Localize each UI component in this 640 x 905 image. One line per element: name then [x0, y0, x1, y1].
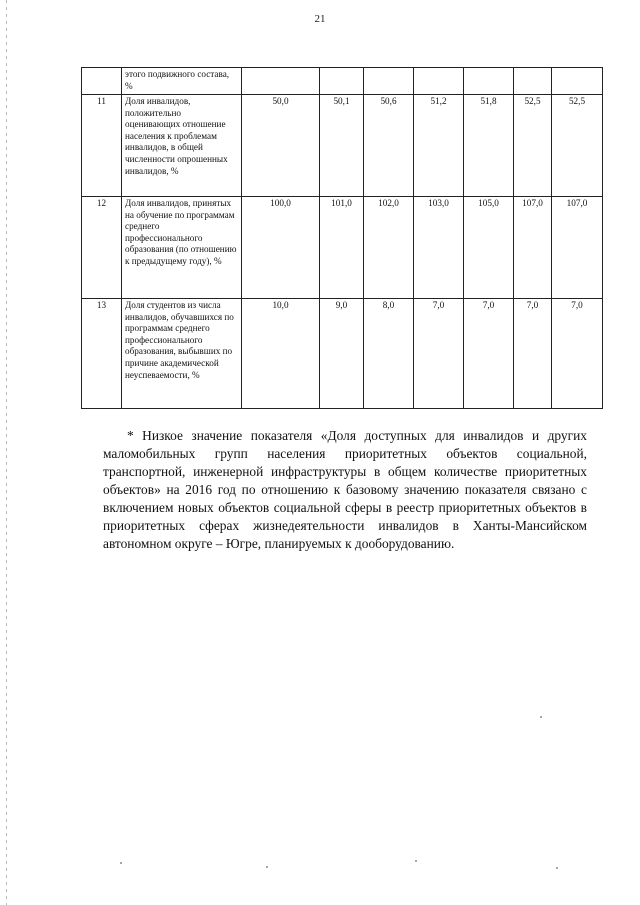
table-row — [82, 68, 603, 95]
scan-speck — [266, 866, 268, 868]
indicator-value: 51,8 — [464, 95, 514, 197]
row-number: 12 — [82, 197, 122, 299]
indicator-value — [414, 68, 464, 95]
indicator-value: 51,2 — [414, 95, 464, 197]
indicators-table — [81, 67, 603, 409]
row-number: 11 — [82, 95, 122, 197]
indicator-value: 50,0 — [242, 95, 320, 197]
indicator-value: 52,5 — [514, 95, 552, 197]
indicator-value: 107,0 — [552, 197, 603, 299]
indicator-value: 50,1 — [320, 95, 364, 197]
indicator-value: 50,6 — [364, 95, 414, 197]
indicator-value — [514, 68, 552, 95]
indicator-value: 107,0 — [514, 197, 552, 299]
indicator-value — [552, 68, 603, 95]
indicator-value: 100,0 — [242, 197, 320, 299]
indicator-value: 102,0 — [364, 197, 414, 299]
footnote: * Низкое значение показателя «Доля доступных для инвалидов и других маломобильных групп населения приоритетных объектов социальной, транспортной, инженерной инфраструктуры в общем количестве приоритетных объектов» на 2016 год по отношению к базовому значению показателя связано с включением новых объектов социальной сферы в реестр приоритетных объектов в приоритетных сферах жизнедеятельности инвалидов в Ханты-Мансийском автономном округе – Югре, планируемых к дооборудованию. — [103, 428, 587, 551]
scan-speck — [415, 860, 417, 862]
row-number — [82, 68, 122, 95]
indicator-name: Доля инвалидов, положительно оценивающих отношение населения к проблемам инвалидов, в общей численности опрошенных инвалидов, % — [122, 95, 242, 197]
table-row — [82, 95, 603, 197]
indicator-value: 10,0 — [242, 299, 320, 409]
indicator-value — [364, 68, 414, 95]
indicator-value: 105,0 — [464, 197, 514, 299]
indicator-value: 7,0 — [414, 299, 464, 409]
table-row — [82, 299, 603, 409]
indicator-value: 8,0 — [364, 299, 414, 409]
indicator-value — [242, 68, 320, 95]
indicator-value: 9,0 — [320, 299, 364, 409]
scan-speck — [540, 716, 542, 718]
table-row — [82, 197, 603, 299]
indicator-value — [464, 68, 514, 95]
indicator-name: Доля инвалидов, принятых на обучение по программам среднего профессионального образования (по отношению к предыдущему году), % — [122, 197, 242, 299]
indicator-value: 52,5 — [552, 95, 603, 197]
indicator-value: 7,0 — [514, 299, 552, 409]
indicator-value: 103,0 — [414, 197, 464, 299]
scan-margin-line — [6, 0, 7, 905]
indicator-value — [320, 68, 364, 95]
indicator-value: 7,0 — [552, 299, 603, 409]
scan-speck — [556, 867, 558, 869]
indicator-value: 101,0 — [320, 197, 364, 299]
indicator-name: Доля студентов из числа инвалидов, обучавшихся по программам среднего профессионального образования, выбывших по причине академической неуспеваемости, % — [122, 299, 242, 409]
indicator-name: этого подвижного состава, % — [122, 68, 242, 95]
indicator-value: 7,0 — [464, 299, 514, 409]
page-number: 21 — [314, 13, 326, 25]
row-number: 13 — [82, 299, 122, 409]
scan-speck — [120, 862, 122, 864]
